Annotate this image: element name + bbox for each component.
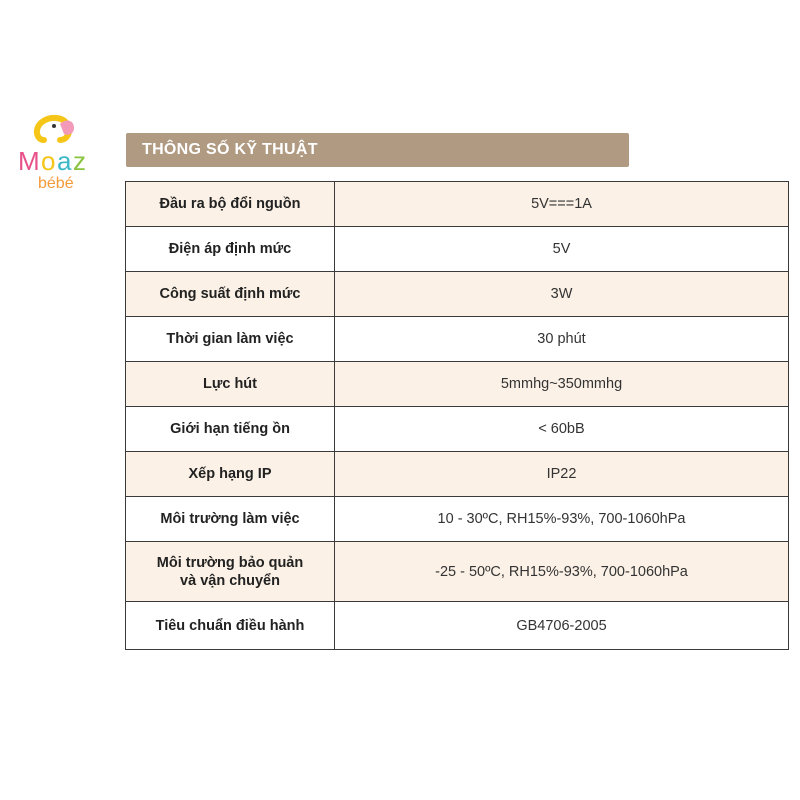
table-row	[126, 317, 789, 362]
spec-value: 3W	[335, 272, 789, 317]
spec-label-line: và vận chuyển	[180, 572, 280, 589]
spec-label: Xếp hạng IP	[126, 452, 335, 497]
brand-logo	[14, 110, 114, 190]
spec-label: Lực hút	[126, 362, 335, 407]
spec-value: 5mmhg~350mmhg	[335, 362, 789, 407]
table-row	[126, 362, 789, 407]
spec-label-line: Môi trường bảo quản	[156, 554, 304, 571]
spec-value: < 60bB	[335, 407, 789, 452]
section-header	[126, 133, 629, 167]
table-row	[126, 182, 789, 227]
table-row	[126, 227, 789, 272]
table-row	[126, 497, 789, 542]
svg-text:o: o	[41, 146, 56, 176]
spec-value: 5V	[335, 227, 789, 272]
spec-label: Giới hạn tiếng ồn	[126, 407, 335, 452]
table-row	[126, 272, 789, 317]
spec-value: IP22	[335, 452, 789, 497]
table-row	[126, 452, 789, 497]
svg-text:a: a	[57, 146, 72, 176]
spec-value: 30 phút	[335, 317, 789, 362]
svg-text:bébé: bébé	[38, 175, 74, 190]
svg-text:M: M	[18, 146, 40, 176]
spec-value: -25 - 50ºC, RH15%-93%, 700-1060hPa	[335, 542, 789, 602]
svg-text:z: z	[73, 146, 86, 176]
table-row	[126, 542, 789, 602]
table-row	[126, 602, 789, 650]
spec-label: Tiêu chuẩn điều hành	[126, 602, 335, 650]
section-title: THÔNG SỐ KỸ THUẬT	[142, 141, 318, 158]
spec-value: 5V===1A	[335, 182, 789, 227]
spec-value: 10 - 30ºC, RH15%-93%, 700-1060hPa	[335, 497, 789, 542]
spec-label	[126, 542, 335, 602]
spec-label: Môi trường làm việc	[126, 497, 335, 542]
spec-table	[125, 181, 789, 650]
spec-label: Đầu ra bộ đổi nguồn	[126, 182, 335, 227]
table-row	[126, 407, 789, 452]
spec-value: GB4706-2005	[335, 602, 789, 650]
spec-label: Điện áp định mức	[126, 227, 335, 272]
spec-label: Thời gian làm việc	[126, 317, 335, 362]
spec-label: Công suất định mức	[126, 272, 335, 317]
